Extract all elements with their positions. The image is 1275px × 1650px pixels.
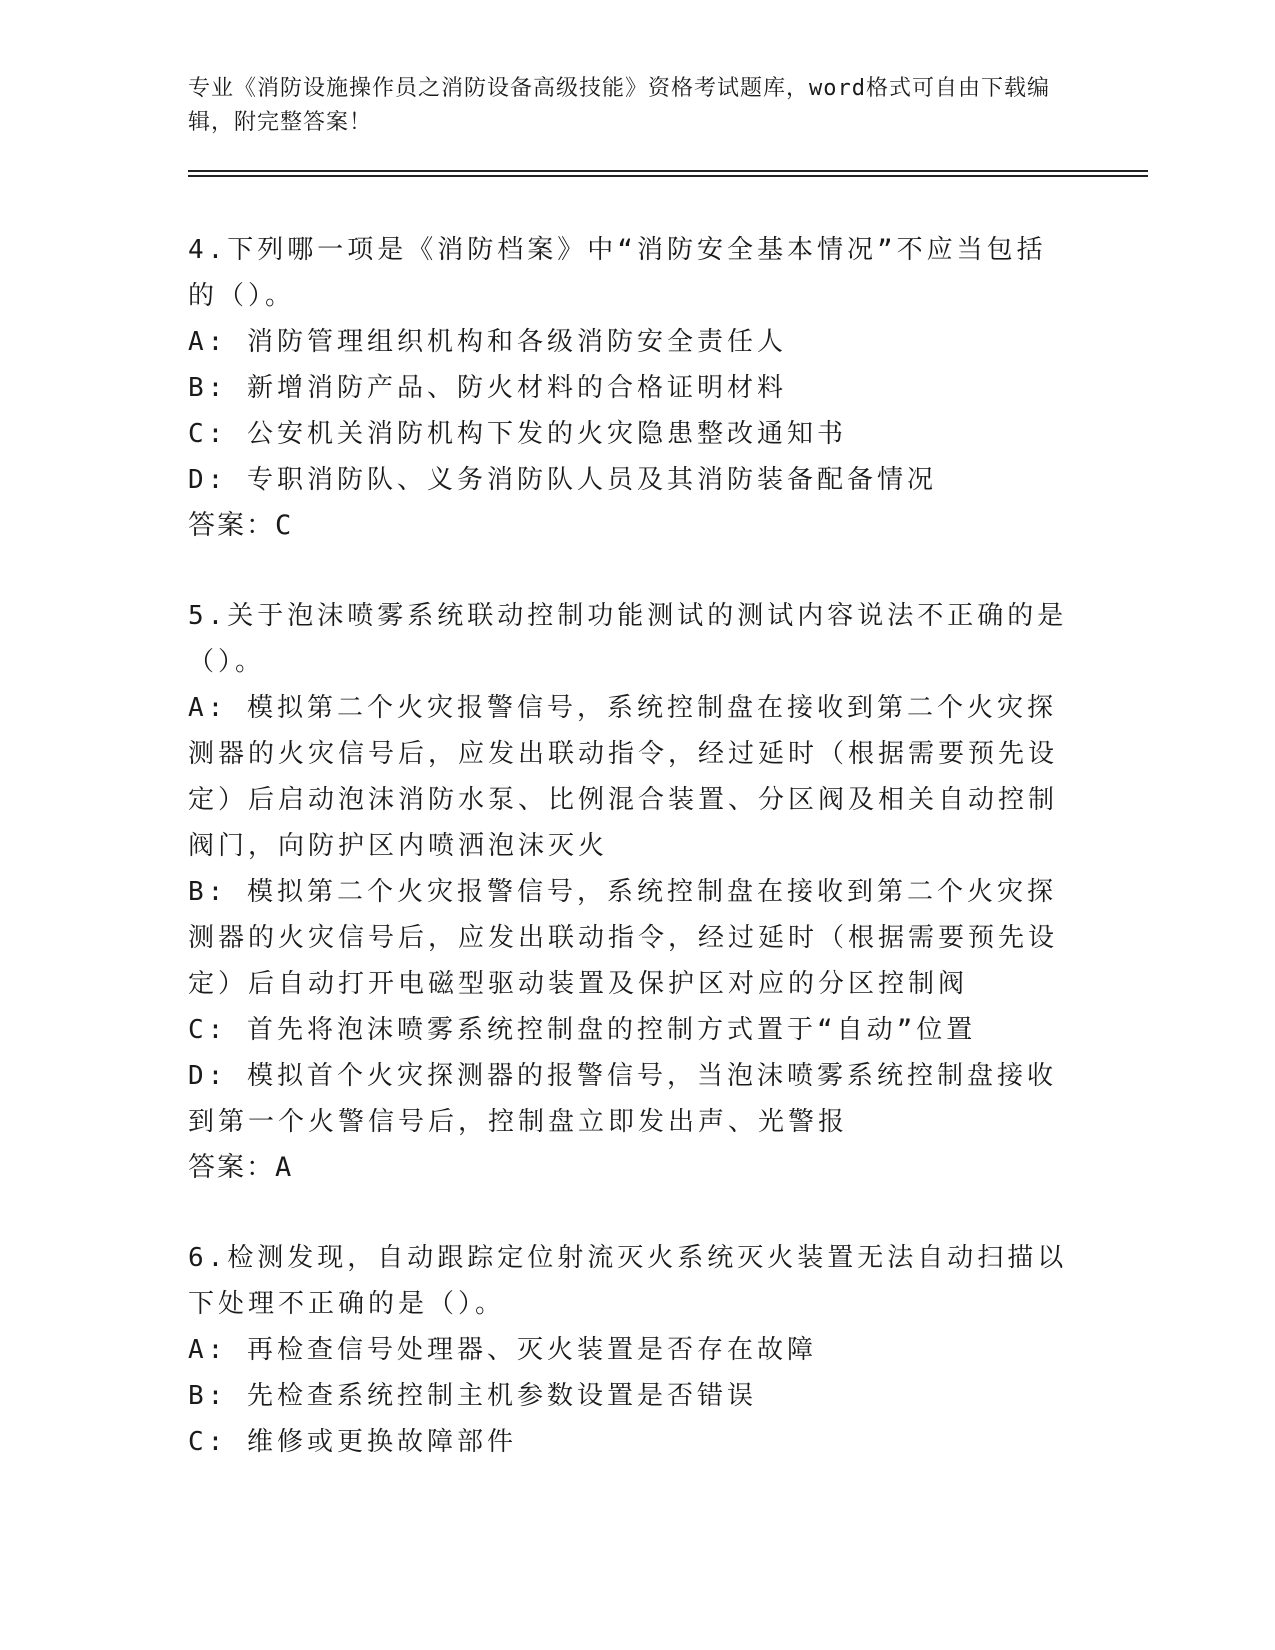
question-stem: 6.检测发现，自动跟踪定位射流灭火系统灭火装置无法自动扫描以下处理不正确的是（）。 xyxy=(188,1243,1068,1319)
option-b: B: 先检查系统控制主机参数设置是否错误 xyxy=(188,1381,757,1411)
option-d: D: 专职消防队、义务消防队人员及其消防装备配备情况 xyxy=(188,465,937,495)
answer-label: 答案： xyxy=(188,1152,275,1183)
answer-value: C xyxy=(275,510,294,541)
question-4 xyxy=(188,227,1148,549)
answer-line xyxy=(188,1145,1148,1191)
option-c: C: 公安机关消防机构下发的火灾隐患整改通知书 xyxy=(188,419,847,449)
option-c: C: 维修或更换故障部件 xyxy=(188,1427,517,1457)
header-divider xyxy=(188,170,1148,177)
answer-line xyxy=(188,503,1148,549)
document-page xyxy=(188,72,1148,1509)
option-a: A: 消防管理组织机构和各级消防安全责任人 xyxy=(188,327,787,357)
document-header: 专业《消防设施操作员之消防设备高级技能》资格考试题库，word格式可自由下载编辑，附完整答案！ xyxy=(188,76,1050,135)
option-b: B: 新增消防产品、防火材料的合格证明材料 xyxy=(188,373,787,403)
option-a: A: 模拟第二个火灾报警信号，系统控制盘在接收到第二个火灾探测器的火灾信号后，应发出联动指令，经过延时（根据需要预先设定）后启动泡沫消防水泵、比例混合装置、分区阀及相关自动控制阀门，向防护区内喷洒泡沫灭火 xyxy=(188,693,1059,861)
question-list xyxy=(188,227,1148,1465)
question-stem: 4.下列哪一项是《消防档案》中“消防安全基本情况”不应当包括的（）。 xyxy=(188,235,1047,311)
question-stem: 5.关于泡沫喷雾系统联动控制功能测试的测试内容说法不正确的是（）。 xyxy=(188,601,1068,677)
option-b: B: 模拟第二个火灾报警信号，系统控制盘在接收到第二个火灾探测器的火灾信号后，应发出联动指令，经过延时（根据需要预先设定）后自动打开电磁型驱动装置及保护区对应的分区控制阀 xyxy=(188,877,1059,999)
option-c: C: 首先将泡沫喷雾系统控制盘的控制方式置于“自动”位置 xyxy=(188,1015,977,1045)
answer-label: 答案： xyxy=(188,510,275,541)
question-6 xyxy=(188,1235,1148,1465)
option-d: D: 模拟首个火灾探测器的报警信号，当泡沫喷雾系统控制盘接收到第一个火警信号后，控制盘立即发出声、光警报 xyxy=(188,1061,1057,1137)
answer-value: A xyxy=(275,1152,294,1183)
question-5 xyxy=(188,593,1148,1191)
option-a: A: 再检查信号处理器、灭火装置是否存在故障 xyxy=(188,1335,817,1365)
